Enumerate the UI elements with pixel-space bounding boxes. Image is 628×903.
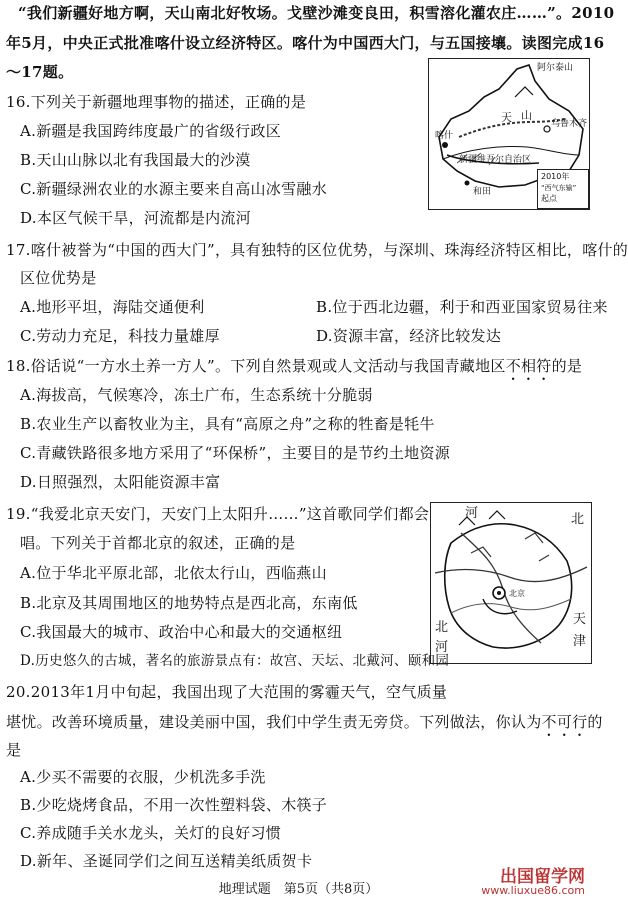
map2-label-he-bottom: 河 — [435, 640, 449, 655]
map2-label-bei-right: 北 — [571, 512, 585, 527]
map2-label-beijing: 北京 — [509, 589, 525, 598]
q17-stem-line-2: 区位优势是 — [20, 269, 97, 287]
map1-legend-year: 2010年 — [541, 172, 570, 181]
q19-stem-line-2: 唱。下列关于首都北京的叙述，正确的是 — [20, 534, 296, 552]
map2-label-jin: 津 — [573, 634, 587, 649]
q20-stem-part-a: 堪忧。改善环境质量，建设美丽中国，我们中学生责无旁贷。下列做法，你认为 — [6, 713, 542, 731]
map1-label-altai: 阿尔泰山 — [537, 63, 574, 73]
q20-stem-line-1: 20.2013年1月中旬起，我国出现了大范围的雾霾天气，空气质量 — [6, 683, 448, 701]
q19-option-c: C.我国最大的城市、政治中心和最大的交通枢纽 — [20, 623, 343, 641]
watermark-title: 出国留学网 — [500, 867, 585, 887]
map2-label-he-top: 河 — [465, 506, 479, 521]
map1-label-tian: 天 — [501, 111, 512, 124]
q17-option-a: A.地形平坦，海陆交通便利 — [20, 298, 205, 316]
q18-option-a: A.海拔高，气候寒冷，冻土广布，生态系统十分脆弱 — [20, 386, 373, 404]
q20-option-c: C.养成随手关水龙头，关灯的良好习惯 — [20, 824, 282, 842]
intro-line-2: 年5月，中央正式批准喀什设立经济特区。喀什为中国西大门，与五国接壤。读图完成16 — [6, 34, 605, 52]
q19-option-d: D.历史悠久的古城，著名的旅游景点有：故宫、天坛、北戴河、颐和园 — [20, 653, 450, 669]
beijing-map-drawing — [431, 503, 591, 663]
q19-stem-line-1: 19.“我爱北京天安门，天安门上太阳升……”这首歌同学们都会 — [6, 505, 430, 523]
map1-label-kashgar: 喀什 — [435, 131, 454, 141]
q16-option-a: A.新疆是我国跨纬度最广的省级行政区 — [20, 122, 282, 140]
q18-option-d: D.日照强烈，太阳能资源丰富 — [20, 473, 221, 491]
q16-option-b: B.天山山脉以北有我国最大的沙漠 — [20, 151, 251, 169]
q17-stem-line-1: 17.喀什被誉为“中国的西大门”，具有独特的区位优势，与深圳、珠海经济特区相比，喀什的 — [6, 241, 628, 259]
intro-line-1: “我们新疆好地方啊，天山南北好牧场。戈壁沙滩变良田，积雪溶化灌农庄……”。2010 — [18, 4, 615, 22]
q16-option-c: C.新疆绿洲农业的水源主要来自高山冰雪融水 — [20, 180, 328, 198]
page-footer: 地理试题 第5页（共8页） — [218, 882, 379, 897]
q20-option-b: B.少吃烧烤食品，不用一次性塑料袋、木筷子 — [20, 796, 328, 814]
map1-label-hotan: 和田 — [473, 187, 492, 197]
q18-stem-part-a: 18.俗话说“一方水土养一方人”。下列自然景观或人文活动与我国青藏地区 — [6, 357, 506, 375]
q17-option-d: D.资源丰富，经济比较发达 — [316, 327, 502, 345]
map1-legend — [537, 169, 589, 209]
q18-option-b: B.农业生产以畜牧业为主，具有“高原之舟”之称的牲畜是牦牛 — [20, 415, 435, 433]
q20-stem-emphasis: 不可行 — [541, 713, 588, 731]
xinjiang-map — [428, 58, 590, 210]
q20-option-d: D.新年、圣诞同学们之间互送精美纸质贺卡 — [20, 852, 313, 870]
q18-stem — [6, 356, 582, 384]
q19-option-a: A.位于华北平原北部，北依太行山，西临燕山 — [20, 564, 327, 582]
q18-stem-emphasis: 不相符 — [505, 357, 552, 375]
q17-option-b: B.位于西北边疆，利于和西亚国家贸易往来 — [316, 298, 608, 316]
map2-label-bei-left: 北 — [435, 620, 449, 635]
q18-option-c: C.青藏铁路很多地方采用了“环保桥”，主要目的是节约土地资源 — [20, 444, 451, 462]
q17-option-c: C.劳动力充足，科技力量雄厚 — [20, 327, 220, 345]
q19-option-b: B.北京及其周围地区的地势特点是西北高，东南低 — [20, 594, 358, 612]
watermark-url: www.liuxue86.com — [481, 884, 585, 897]
q20-option-a: A.少买不需要的衣服，少机洗多手洗 — [20, 768, 266, 786]
map1-legend-start: 起点 — [541, 194, 557, 203]
intro-line-3: ～17题。 — [6, 63, 74, 81]
q20-stem-part-b: 的 — [587, 713, 603, 731]
map1-label-shan: 山 — [521, 109, 532, 122]
q18-stem-part-b: 的是 — [551, 357, 583, 375]
q16-option-d: D.本区气候干旱，河流都是内流河 — [20, 209, 252, 227]
map2-label-tian: 天 — [573, 612, 587, 627]
map1-label-region: 新疆维吾尔自治区 — [459, 155, 532, 165]
map1-legend-west-east: “西气东输” — [541, 184, 577, 192]
q20-stem-line-2 — [6, 712, 603, 740]
beijing-map — [430, 502, 592, 664]
q16-stem: 16.下列关于新疆地理事物的描述，正确的是 — [6, 93, 307, 111]
q20-stem-line-3: 是 — [6, 741, 22, 759]
map1-label-urumqi: 乌鲁木齐 — [551, 119, 588, 129]
